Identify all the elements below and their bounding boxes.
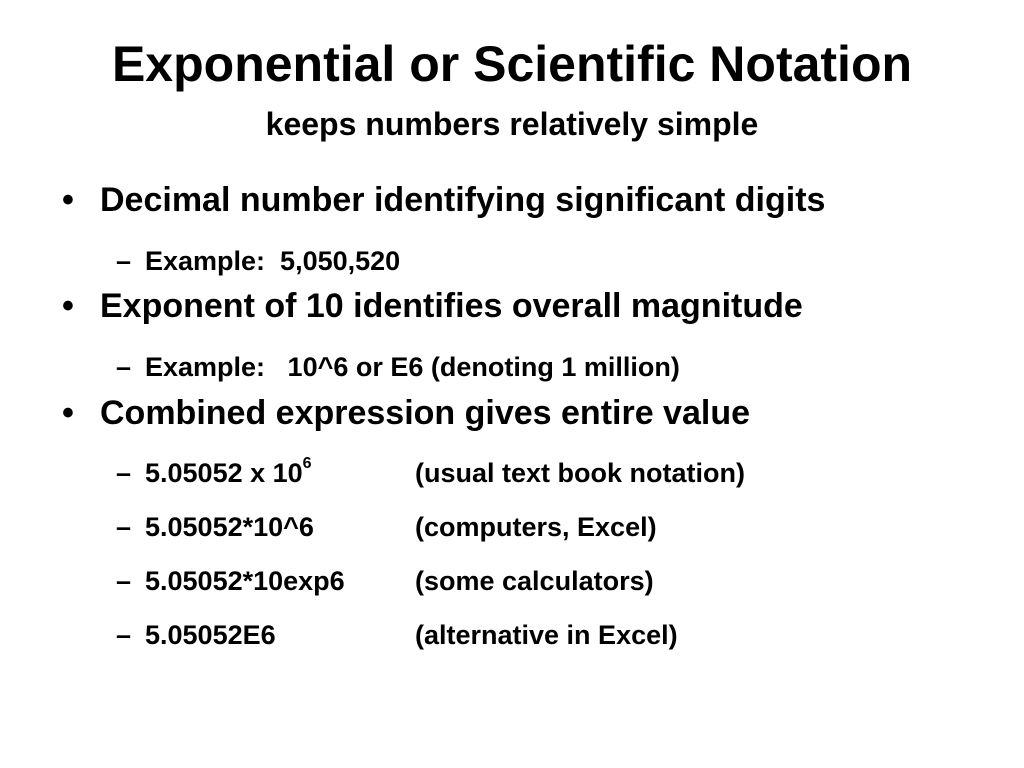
notation-expression xyxy=(145,456,415,490)
expression-base: 5.05052*10exp6 xyxy=(145,566,345,596)
bullet-item xyxy=(62,286,803,326)
expression-base: 5.05052E6 xyxy=(145,620,276,650)
sub-bullet-item xyxy=(116,350,680,384)
notation-note: (computers, Excel) xyxy=(415,512,657,542)
notation-expression xyxy=(145,618,415,652)
notation-example-row xyxy=(116,618,678,652)
exponent-superscript: 6 xyxy=(302,455,312,472)
dash-marker: – xyxy=(116,246,132,276)
sub-bullet-text: Example: 10^6 or E6 (denoting 1 million) xyxy=(145,352,680,382)
dash-marker: – xyxy=(116,458,132,488)
bullet-text: Exponent of 10 identifies overall magnitude xyxy=(100,287,803,325)
expression-base: 5.05052 x 10 xyxy=(145,458,303,488)
bullet-item xyxy=(62,393,750,433)
dash-marker: – xyxy=(116,352,132,382)
notation-note: (some calculators) xyxy=(415,566,654,596)
bullet-marker: • xyxy=(62,394,74,432)
slide-title: Exponential or Scientific Notation xyxy=(111,36,913,92)
bullet-item xyxy=(62,180,825,220)
dash-marker: – xyxy=(116,512,132,542)
bullet-text: Decimal number identifying significant digits xyxy=(100,181,826,219)
notation-example-row xyxy=(116,510,657,544)
notation-expression xyxy=(145,564,415,598)
notation-note: (usual text book notation) xyxy=(415,458,745,488)
bullet-marker: • xyxy=(62,287,74,325)
notation-example-row xyxy=(116,456,745,490)
sub-bullet-item xyxy=(116,244,400,278)
notation-expression xyxy=(145,510,415,544)
dash-marker: – xyxy=(116,566,132,596)
bullet-marker: • xyxy=(62,181,74,219)
bullet-text: Combined expression gives entire value xyxy=(100,394,751,432)
sub-bullet-text: Example: 5,050,520 xyxy=(145,246,401,276)
expression-base: 5.05052*10^6 xyxy=(145,512,314,542)
notation-example-row xyxy=(116,564,654,598)
slide-subtitle: keeps numbers relatively simple xyxy=(265,106,759,142)
dash-marker: – xyxy=(116,620,132,650)
notation-note: (alternative in Excel) xyxy=(415,620,678,650)
